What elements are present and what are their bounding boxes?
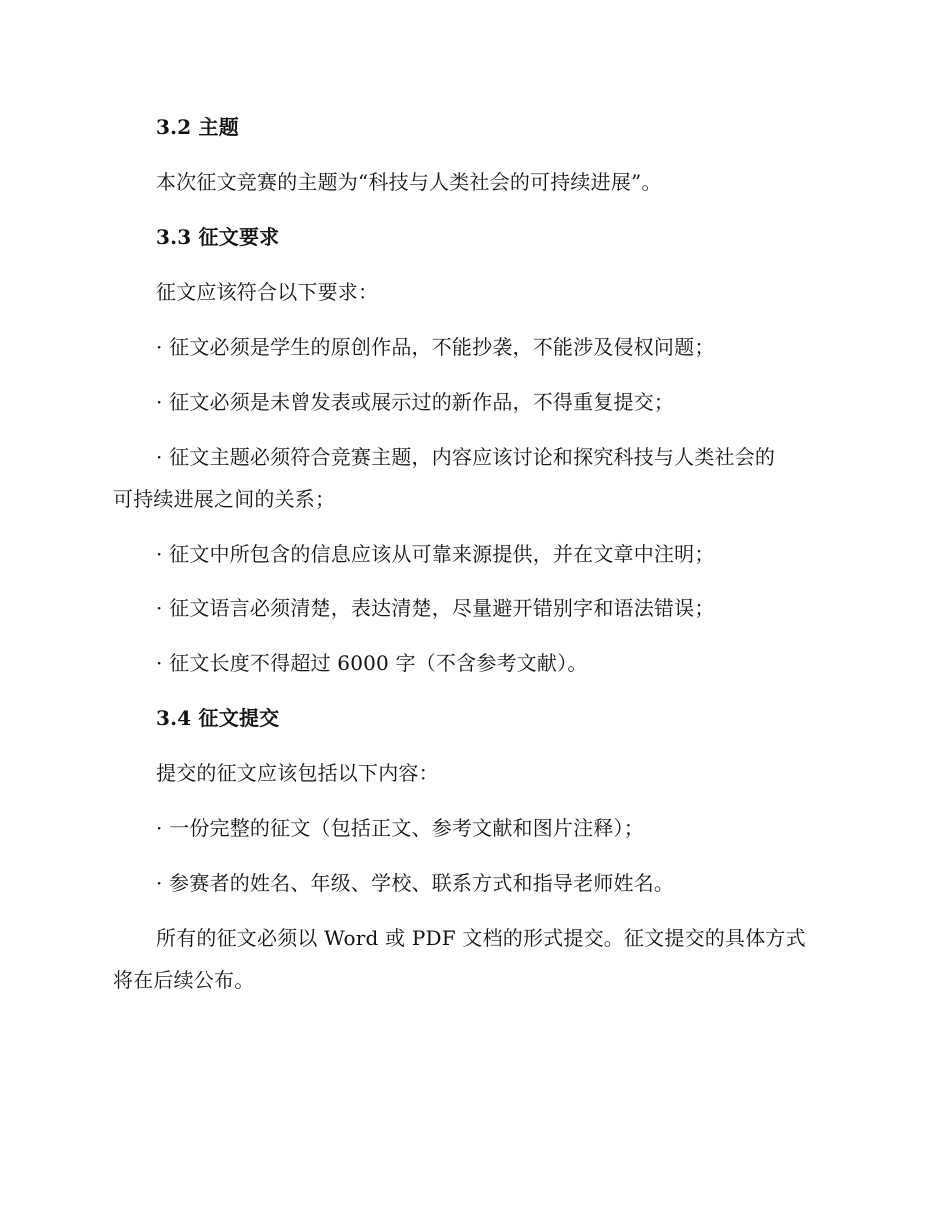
requirement-item: · 征文必须是未曾发表或展示过的新作品，不得重复提交； [156, 390, 675, 414]
requirement-item-continuation: 可持续进展之间的关系； [113, 487, 336, 511]
requirement-item: · 征文语言必须清楚，表达清楚，尽量避开错别字和语法错误； [156, 596, 715, 620]
closing-paragraph-line-1: 所有的征文必须以 Word 或 PDF 文档的形式提交。征文提交的具体方式 [156, 926, 806, 950]
section-3-4-heading: 3.4 征文提交 [156, 706, 280, 730]
section-3-2-body: 本次征文竞赛的主题为“科技与人类社会的可持续进展”。 [156, 170, 662, 194]
requirement-item: · 征文长度不得超过 6000 字（不含参考文献）。 [156, 651, 588, 675]
closing-paragraph-line-2: 将在后续公布。 [113, 968, 255, 992]
section-3-4-intro: 提交的征文应该包括以下内容： [156, 761, 439, 785]
section-3-3-heading: 3.3 征文要求 [156, 225, 280, 249]
section-3-3-intro: 征文应该符合以下要求： [156, 280, 379, 304]
section-3-2-heading: 3.2 主题 [156, 115, 239, 139]
requirement-item: · 征文必须是学生的原创作品，不能抄袭，不能涉及侵权问题； [156, 335, 715, 359]
submission-item: · 参赛者的姓名、年级、学校、联系方式和指导老师姓名。 [156, 871, 675, 895]
submission-item: · 一份完整的征文（包括正文、参考文献和图片注释）； [156, 816, 644, 840]
requirement-item: · 征文中所包含的信息应该从可靠来源提供，并在文章中注明； [156, 542, 715, 566]
requirement-item: · 征文主题必须符合竞赛主题，内容应该讨论和探究科技与人类社会的 [156, 445, 776, 469]
